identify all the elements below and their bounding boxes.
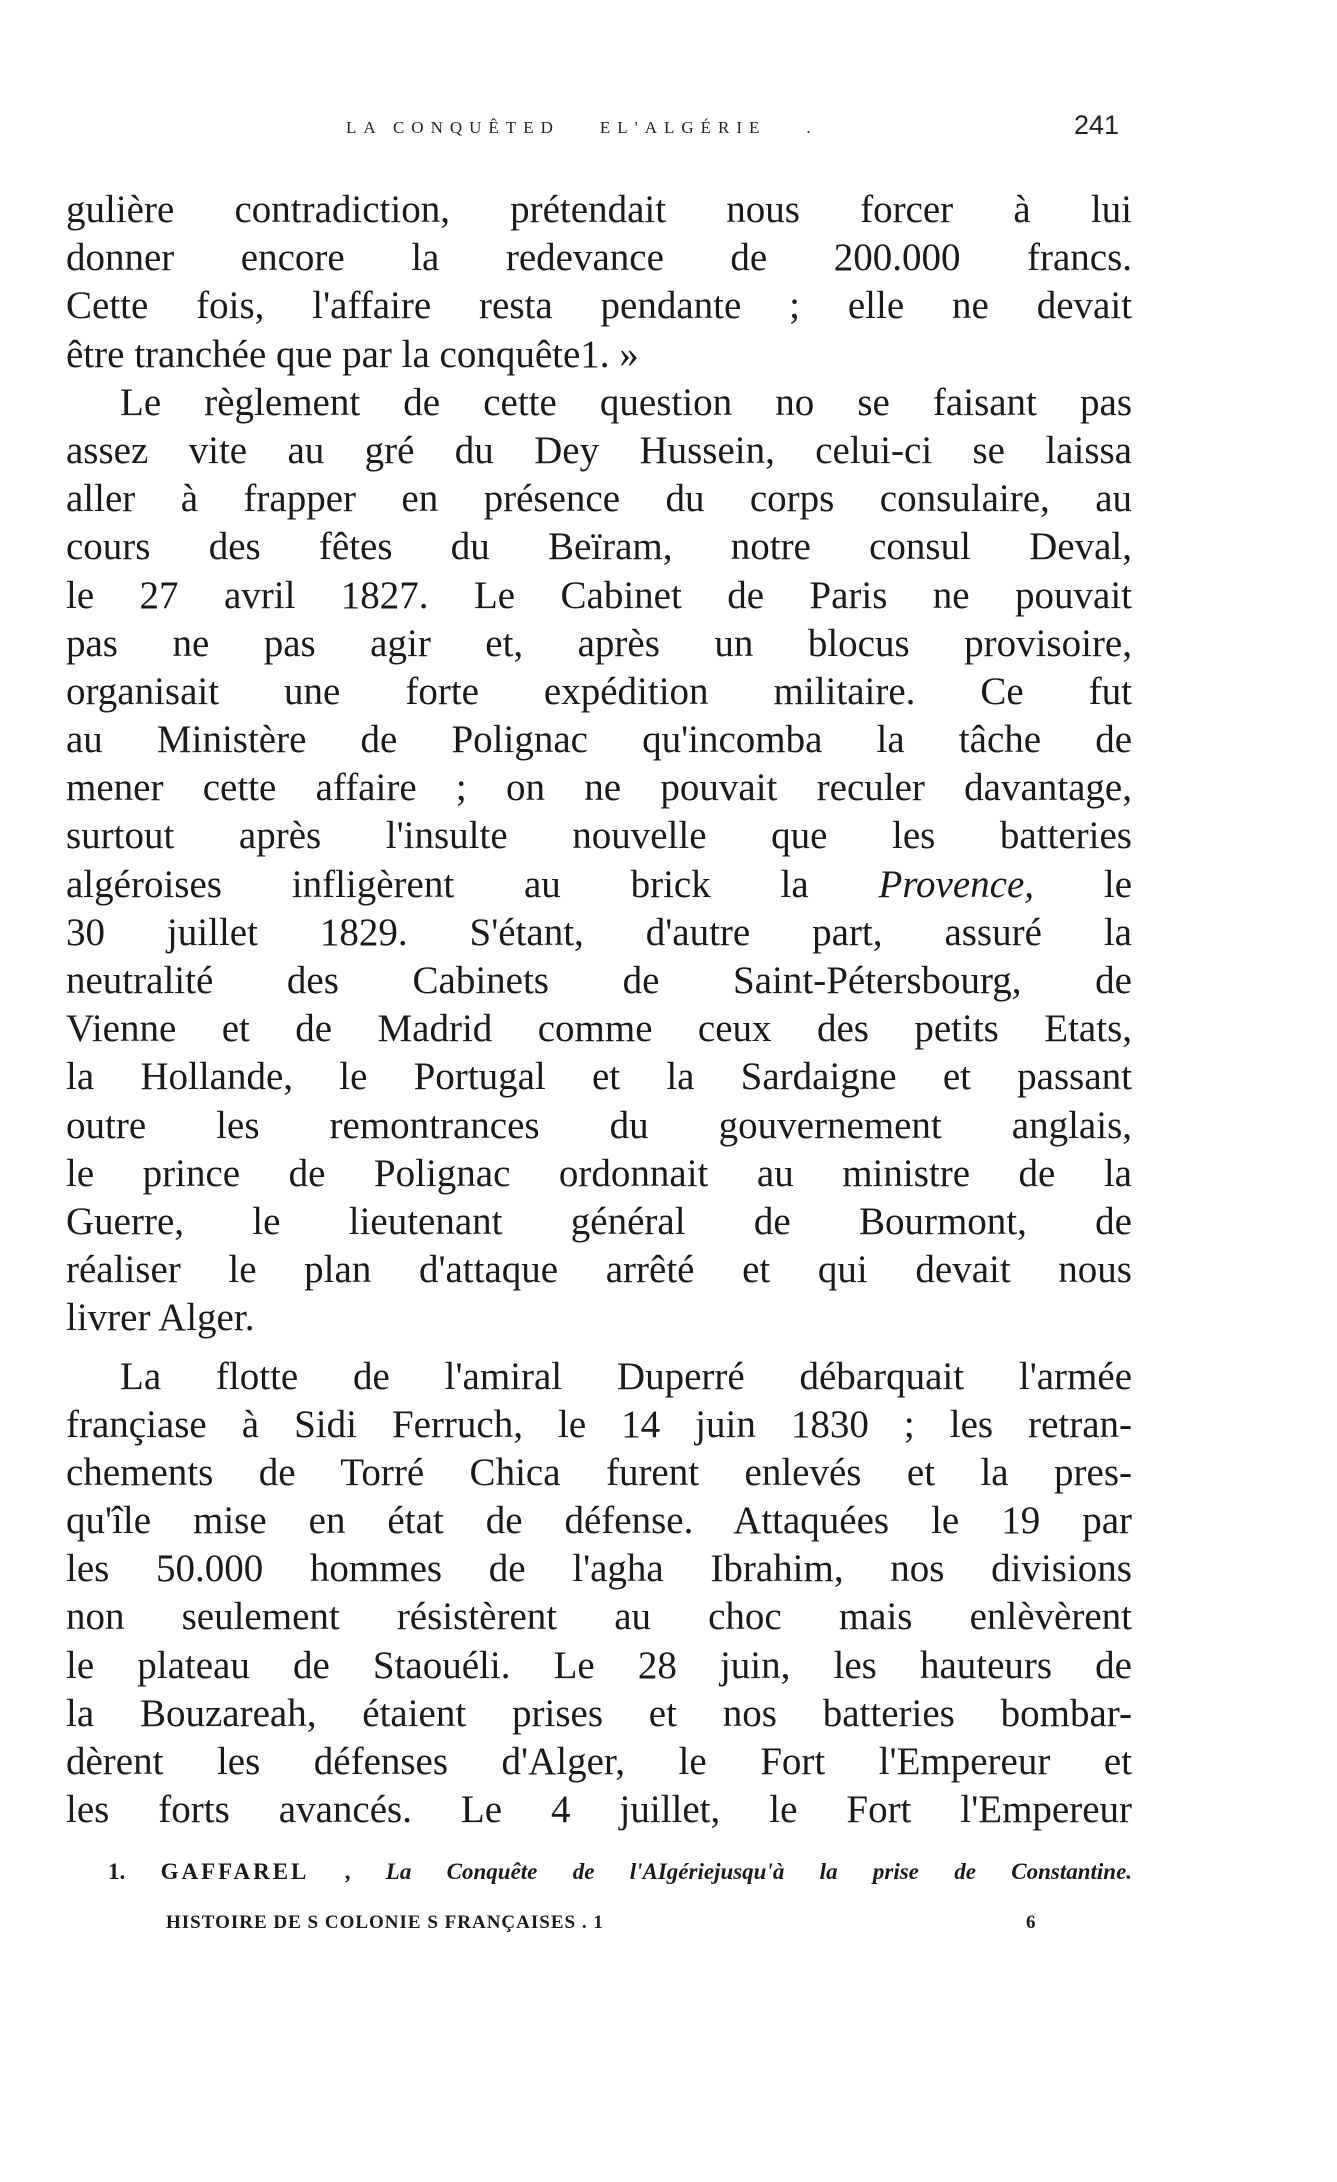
footnote-title: La Conquête de l'AIgériejusqu'à la prise de Constantine. (385, 1859, 1133, 1884)
text-line: assez vite au gré du Dey Hussein, celui-ci se laissa (66, 428, 1132, 472)
text-line: neutralité des Cabinets de Saint-Pétersbourg, de (66, 959, 1132, 1002)
body-text (66, 186, 1132, 1834)
paragraph-gap (66, 1343, 1132, 1353)
text-line: outre les remontrances du gouvernement anglais, (66, 1103, 1132, 1147)
text-line: réaliser le plan d'attaque arrêté et qui devait nous (66, 1248, 1132, 1292)
page-number: 241 (1074, 110, 1120, 140)
text-fragment: algéroises infligèrent au brick la (66, 862, 809, 906)
running-head-part-1: LA CONQUÊTED (346, 118, 560, 137)
text-line: Guerre, le lieutenant général de Bourmont, de (66, 1199, 1132, 1243)
running-head-part-2: EL'ALGÉRIE (599, 118, 767, 137)
text-line: le plateau de Staouéli. Le 28 juin, les hauteurs de (66, 1643, 1132, 1687)
text-line: gulière contradiction, prétendait nous forcer à lui (66, 188, 1132, 231)
text-line: les 50.000 hommes de l'agha Ibrahim, nos divisions (66, 1547, 1132, 1591)
text-line: non seulement résistèrent au choc mais enlèvèrent (66, 1595, 1132, 1639)
text-line: être tranchée que par la conquête1. » (66, 332, 639, 376)
footnote-number: 1. (108, 1859, 126, 1884)
text-line: la Hollande, le Portugal et la Sardaigne et passant (66, 1055, 1132, 1099)
text-line: françiase à Sidi Ferruch, le 14 juin 1830 ; les retran- (66, 1402, 1132, 1446)
footnote (108, 1859, 1132, 1885)
text-line: Cette fois, l'affaire resta pendante ; elle ne devait (66, 284, 1132, 328)
text-line: qu'île mise en état de défense. Attaquées le 19 par (66, 1499, 1132, 1543)
text-line: le 27 avril 1827. Le Cabinet de Paris ne pouvait (66, 573, 1132, 617)
text-line: le prince de Polignac ordonnait au ministre de la (66, 1151, 1132, 1195)
footnote-separator: , (344, 1859, 351, 1884)
text-line: cours des fêtes du Beïram, notre consul Deval, (66, 525, 1132, 569)
footnote-author: GAFFAREL (160, 1859, 310, 1884)
text-line: mener cette affaire ; on ne pouvait reculer davantage, (66, 766, 1132, 810)
printer-signature (166, 1912, 1046, 1934)
text-line: surtout après l'insulte nouvelle que les batteries (66, 814, 1132, 858)
text-line: livrer Alger. (66, 1296, 255, 1340)
running-head (346, 118, 818, 138)
running-head-part-3: . (806, 118, 818, 137)
text-line: organisait une forte expédition militaire. Ce fut (66, 669, 1132, 713)
text-line: aller à frapper en présence du corps consulaire, au (66, 477, 1132, 521)
text-line: les forts avancés. Le 4 juillet, le Fort l'Empereur (66, 1788, 1132, 1832)
signature-text: HISTOIRE DE S COLONIE S FRANÇAISES . 1 (166, 1912, 604, 1933)
signature-sheet-number: 6 (1026, 1912, 1037, 1933)
text-line-with-italic (66, 861, 1132, 909)
text-line: dèrent les défenses d'Alger, le Fort l'Empereur et (66, 1740, 1132, 1783)
text-line: Le règlement de cette question no se faisant pas (120, 380, 1132, 424)
italic-ship-name: Provence, (878, 862, 1035, 906)
text-line: La flotte de l'amiral Duperré débarquait l'armée (120, 1354, 1132, 1398)
text-line: chements de Torré Chica furent enlevés et la pres- (66, 1450, 1132, 1494)
text-line: Vienne et de Madrid comme ceux des petits Etats, (66, 1007, 1132, 1051)
text-fragment: le (1103, 862, 1132, 906)
text-line: pas ne pas agir et, après un blocus provisoire, (66, 621, 1132, 665)
text-line: 30 juillet 1829. S'étant, d'autre part, assuré la (66, 910, 1132, 954)
text-line: au Ministère de Polignac qu'incomba la tâche de (66, 718, 1132, 762)
text-line: donner encore la redevance de 200.000 francs. (66, 236, 1132, 280)
text-line: la Bouzareah, étaient prises et nos batteries bombar- (66, 1691, 1132, 1735)
